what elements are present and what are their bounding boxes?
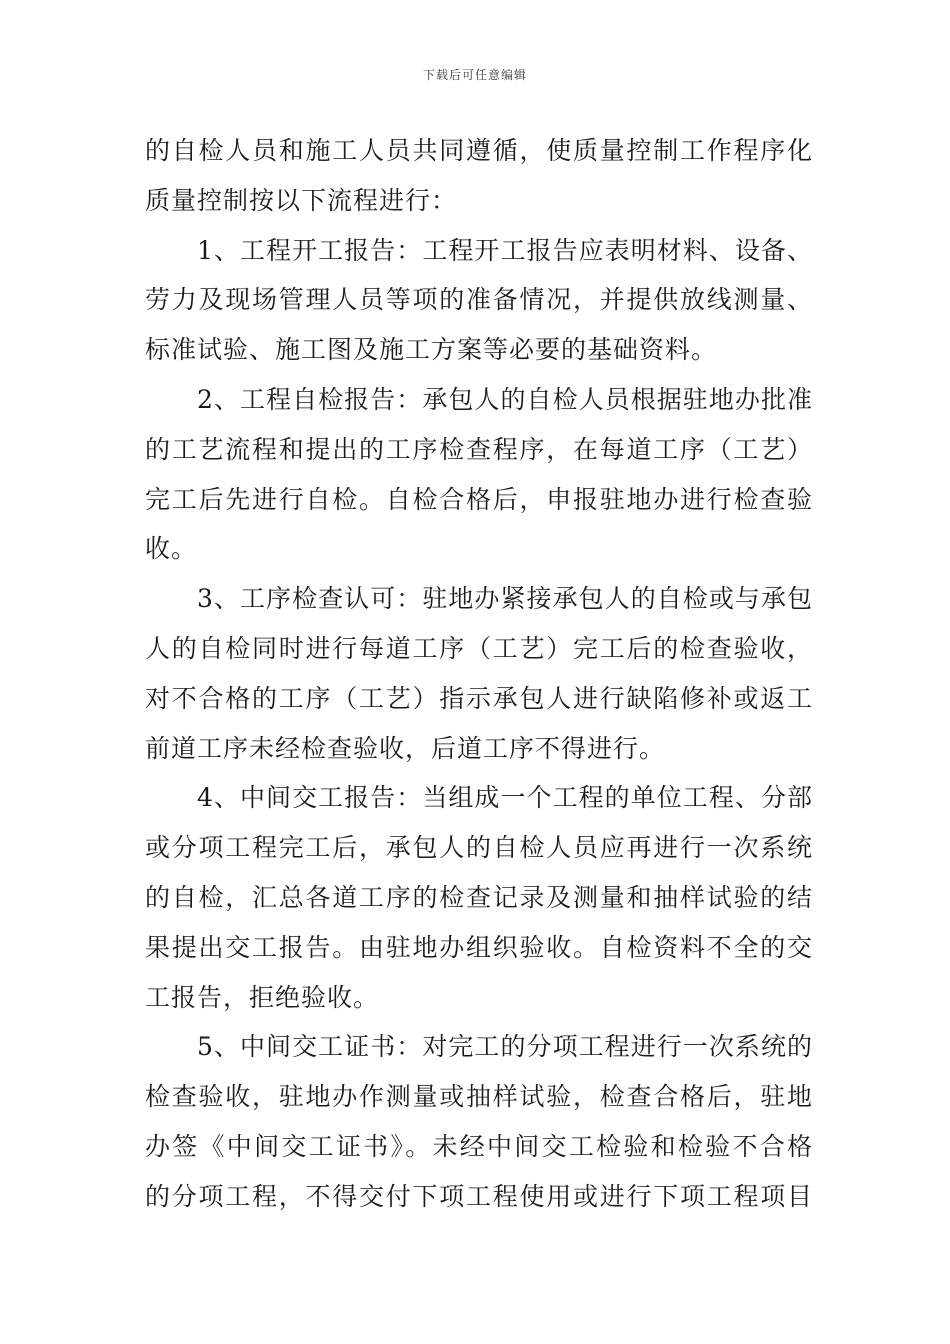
page-header-note: 下载后可任意编辑	[422, 68, 527, 82]
text-line: 质量控制按以下流程进行：	[145, 185, 458, 215]
text-line: 收。	[145, 534, 198, 564]
text-line: 对不合格的工序（工艺）指示承包人进行缺陷修补或返工	[145, 683, 813, 713]
paragraph-first-line: 3、工序检查认可：驻地办紧接承包人的自检或与承包	[197, 584, 813, 614]
text-line: 或分项工程完工后，承包人的自检人员应再进行一次系统	[145, 833, 813, 863]
text-line: 劳力及现场管理人员等项的准备情况，并提供放线测量、	[145, 285, 813, 315]
text-line: 的工艺流程和提出的工序检查程序，在每道工序（工艺）	[145, 434, 813, 464]
paragraph-first-line: 5、中间交工证书：对完工的分项工程进行一次系统的	[197, 1032, 813, 1062]
text-line: 的自检，汇总各道工序的检查记录及测量和抽样试验的结	[145, 882, 813, 912]
text-line: 标准试验、施工图及施工方案等必要的基础资料。	[145, 335, 718, 365]
text-line: 果提出交工报告。由驻地办组织验收。自检资料不全的交	[145, 932, 813, 962]
text-line: 完工后先进行自检。自检合格后，申报驻地办进行检查验	[145, 484, 813, 514]
text-line: 前道工序未经检查验收，后道工序不得进行。	[145, 733, 666, 763]
text-line: 的分项工程，不得交付下项工程使用或进行下项工程项目	[145, 1181, 813, 1211]
paragraph-first-line: 2、工程自检报告：承包人的自检人员根据驻地办批准	[197, 384, 813, 414]
text-line: 人的自检同时进行每道工序（工艺）完工后的检查验收，	[145, 633, 813, 663]
paragraph-first-line: 4、中间交工报告：当组成一个工程的单位工程、分部	[197, 783, 813, 813]
text-line: 工报告，拒绝验收。	[145, 982, 380, 1012]
text-line: 的自检人员和施工人员共同遵循，使质量控制工作程序化	[145, 136, 813, 165]
paragraph-first-line: 1、工程开工报告：工程开工报告应表明材料、设备、	[197, 235, 813, 265]
document-body	[145, 126, 813, 1222]
text-line: 办签《中间交工证书》。未经中间交工检验和检验不合格	[145, 1131, 813, 1161]
text-line: 检查验收，驻地办作测量或抽样试验，检查合格后，驻地	[145, 1082, 813, 1112]
